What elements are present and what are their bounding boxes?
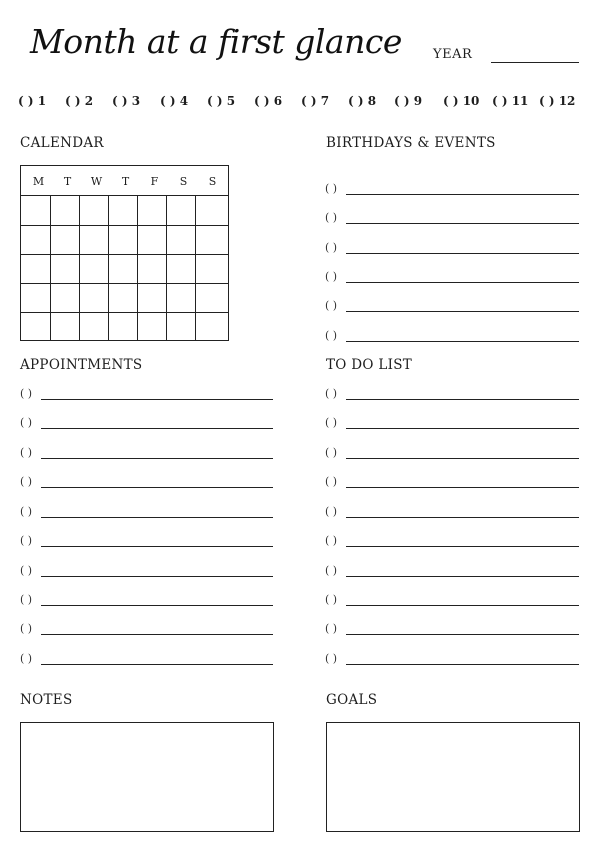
write-line	[346, 311, 579, 312]
appointment-entry[interactable]	[20, 622, 273, 640]
write-line	[346, 487, 579, 488]
write-line	[346, 282, 579, 283]
write-line	[346, 253, 579, 254]
month-checkbox-9[interactable]: ( ) 9	[394, 94, 423, 108]
weekday-label: M	[32, 175, 45, 188]
checkbox[interactable]: ( )	[20, 446, 33, 459]
month-checkbox-3[interactable]: ( ) 3	[112, 94, 141, 108]
birthday-entry[interactable]	[325, 270, 579, 288]
birthday-entry[interactable]	[325, 329, 579, 347]
weekday-label: F	[150, 175, 159, 188]
checkbox[interactable]: ( )	[20, 475, 33, 488]
checkbox[interactable]: ( )	[20, 416, 33, 429]
appointment-entry[interactable]	[20, 534, 273, 552]
write-line	[41, 517, 273, 518]
checkbox[interactable]: ( )	[20, 505, 33, 518]
write-line	[346, 546, 579, 547]
weekday-label: S	[208, 175, 217, 188]
todo-entry[interactable]	[325, 652, 579, 670]
checkbox[interactable]: ( )	[20, 652, 33, 665]
write-line	[41, 605, 273, 606]
notes-box[interactable]	[20, 722, 274, 832]
month-checkbox-6[interactable]: ( ) 6	[254, 94, 283, 108]
year-input-line[interactable]	[491, 62, 579, 63]
checkbox[interactable]: ( )	[20, 622, 33, 635]
month-checkbox-11[interactable]: ( ) 11	[492, 94, 529, 108]
calendar-grid-line	[137, 196, 138, 340]
goals-heading: GOALS	[326, 692, 378, 708]
appointments-heading: APPOINTMENTS	[20, 357, 143, 373]
write-line	[41, 546, 273, 547]
month-checkbox-2[interactable]: ( ) 2	[65, 94, 94, 108]
notes-heading: NOTES	[20, 692, 73, 708]
appointment-entry[interactable]	[20, 475, 273, 493]
write-line	[346, 605, 579, 606]
checkbox[interactable]: ( )	[325, 416, 338, 429]
write-line	[346, 223, 579, 224]
month-checkbox-10[interactable]: ( ) 10	[443, 94, 480, 108]
write-line	[41, 487, 273, 488]
appointment-entry[interactable]	[20, 416, 273, 434]
write-line	[41, 634, 273, 635]
todo-entry[interactable]	[325, 475, 579, 493]
appointment-entry[interactable]	[20, 652, 273, 670]
month-checkbox-4[interactable]: ( ) 4	[160, 94, 189, 108]
write-line	[346, 517, 579, 518]
month-checkbox-8[interactable]: ( ) 8	[348, 94, 377, 108]
appointment-entry[interactable]	[20, 593, 273, 611]
checkbox[interactable]: ( )	[325, 505, 338, 518]
checkbox[interactable]: ( )	[325, 475, 338, 488]
calendar-heading: CALENDAR	[20, 135, 104, 151]
appointment-entry[interactable]	[20, 446, 273, 464]
checkbox[interactable]: ( )	[20, 593, 33, 606]
calendar-grid-line	[21, 225, 228, 226]
todo-entry[interactable]	[325, 622, 579, 640]
checkbox[interactable]: ( )	[325, 564, 338, 577]
calendar-grid-line	[21, 312, 228, 313]
calendar-grid	[20, 165, 229, 341]
appointment-entry[interactable]	[20, 505, 273, 523]
checkbox[interactable]: ( )	[20, 387, 33, 400]
write-line	[346, 428, 579, 429]
calendar-grid-line	[108, 196, 109, 340]
birthday-entry[interactable]	[325, 211, 579, 229]
todo-entry[interactable]	[325, 387, 579, 405]
calendar-grid-line	[50, 196, 51, 340]
weekday-label: W	[90, 175, 103, 188]
todo-entry[interactable]	[325, 416, 579, 434]
checkbox[interactable]: ( )	[325, 534, 338, 547]
checkbox[interactable]: ( )	[325, 622, 338, 635]
page-title: Month at a first glance	[30, 22, 402, 61]
checkbox[interactable]: ( )	[20, 534, 33, 547]
write-line	[346, 194, 579, 195]
write-line	[41, 458, 273, 459]
checkbox[interactable]: ( )	[325, 329, 338, 342]
weekday-label: T	[121, 175, 130, 188]
month-selector	[18, 94, 578, 112]
birthday-entry[interactable]	[325, 182, 579, 200]
appointment-entry[interactable]	[20, 387, 273, 405]
write-line	[346, 664, 579, 665]
write-line	[41, 428, 273, 429]
month-checkbox-5[interactable]: ( ) 5	[207, 94, 236, 108]
checkbox[interactable]: ( )	[325, 593, 338, 606]
write-line	[41, 576, 273, 577]
month-checkbox-7[interactable]: ( ) 7	[301, 94, 330, 108]
write-line	[346, 458, 579, 459]
calendar-grid-line	[195, 196, 196, 340]
weekday-label: T	[63, 175, 72, 188]
year-label: YEAR	[433, 47, 473, 62]
checkbox[interactable]: ( )	[325, 652, 338, 665]
calendar-weekday-row	[21, 166, 228, 196]
birthday-entry[interactable]	[325, 299, 579, 317]
todo-heading: TO DO LIST	[326, 357, 413, 373]
birthdays-heading: BIRTHDAYS & EVENTS	[326, 135, 496, 151]
month-checkbox-12[interactable]: ( ) 12	[539, 94, 576, 108]
calendar-grid-line	[166, 196, 167, 340]
write-line	[41, 399, 273, 400]
goals-box[interactable]	[326, 722, 580, 832]
write-line	[346, 341, 579, 342]
write-line	[346, 399, 579, 400]
write-line	[346, 634, 579, 635]
month-checkbox-1[interactable]: ( ) 1	[18, 94, 47, 108]
todo-entry[interactable]	[325, 534, 579, 552]
calendar-grid-line	[21, 254, 228, 255]
todo-entry[interactable]	[325, 564, 579, 582]
weekday-label: S	[179, 175, 188, 188]
checkbox[interactable]: ( )	[325, 211, 338, 224]
appointment-entry[interactable]	[20, 564, 273, 582]
checkbox[interactable]: ( )	[325, 446, 338, 459]
checkbox[interactable]: ( )	[325, 270, 338, 283]
write-line	[41, 664, 273, 665]
checkbox[interactable]: ( )	[325, 241, 338, 254]
todo-entry[interactable]	[325, 446, 579, 464]
write-line	[346, 576, 579, 577]
checkbox[interactable]: ( )	[325, 299, 338, 312]
todo-entry[interactable]	[325, 505, 579, 523]
checkbox[interactable]: ( )	[20, 564, 33, 577]
checkbox[interactable]: ( )	[325, 182, 338, 195]
birthday-entry[interactable]	[325, 241, 579, 259]
todo-entry[interactable]	[325, 593, 579, 611]
checkbox[interactable]: ( )	[325, 387, 338, 400]
calendar-grid-line	[21, 283, 228, 284]
calendar-grid-line	[79, 196, 80, 340]
